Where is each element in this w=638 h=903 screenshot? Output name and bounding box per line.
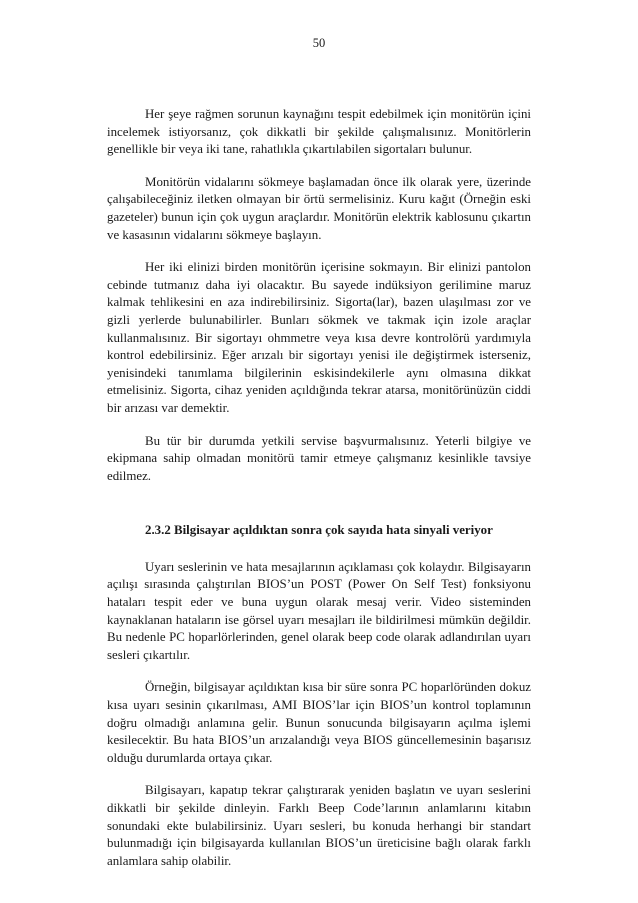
section-spacer <box>107 485 531 522</box>
paragraph-spacer <box>107 418 531 433</box>
paragraph-spacer <box>107 244 531 259</box>
paragraph-spacer <box>107 664 531 679</box>
paragraph-spacer <box>107 767 531 782</box>
section-heading: 2.3.2 Bilgisayar açıldıktan sonra çok sayıda hata sinyali veriyor <box>145 523 493 538</box>
paragraph: Her şeye rağmen sorunun kaynağını tespit edebilmek için monitörün içini incelemek istiyorsanız, çok dikkatli bir şekilde çalışmalısınız. Monitörlerin genellikle bir veya iki tane, rahatlıkla çıkartılabilen sigortaları bulunur. <box>107 107 531 157</box>
paragraph: Monitörün vidalarını sökmeye başlamadan önce ilk olarak yere, üzerinde çalışabileceğiniz iletken olmayan bir örtü sermelisiniz. Kuru kağıt (Örneğin eski gazeteler) bunun için çok uygun araçlardır. Monitörün elektrik kablosunu çıkartın ve kasasının vidalarını sökmeye başlayın. <box>107 174 531 242</box>
paragraph: Her iki elinizi birden monitörün içerisine sokmayın. Bir elinizi pantolon cebinde tutmanız daha iyi olacaktır. Bu sayede indüksiyon gerilimine maruz kalmak tehlikesini en aza indirebilirsiniz. Sigorta(lar), bazen ulaşılması zor ve gizli yerlerde bulunabilirler. Bunları sökmek ve takmak için izole araçlar kullanmalısınız. Bir sigortayı ohmmetre veya kısa devre kontrolörü yardımıyla kontrol edebilirsiniz. Eğer arızalı bir sigortayı yenisi ile değiştirmek isterseniz, yenisindeki tanımlama bilgilerinin eskisindekilerle aynı olmasına dikkat etmelisiniz. Sigorta, cihaz yeniden açıldığında tekrar atarsa, monitörünüzün ciddi bir arızası var demektir. <box>107 260 531 415</box>
paragraph: Bilgisayarı, kapatıp tekrar çalıştırarak yeniden başlatın ve uyarı seslerini dikkatli bir şekilde dinleyin. Farklı Beep Code’larının anlamlarını kitabın sonundaki ekte bulabilirsiniz. Uyarı sesleri, bu konuda herhangi bir standart bulunmadığı için bilgisayarda kullanılan BIOS’un üreticisine bağlı olarak farklı anlamlara sahip olabilir. <box>107 783 531 868</box>
paragraph: Bu tür bir durumda yetkili servise başvurmalısınız. Yeterli bilgiye ve ekipmana sahip olmadan monitörü tamir etmeye çalışmanız kesinlikle tavsiye edilmez. <box>107 433 531 483</box>
page-body <box>107 106 531 870</box>
paragraph: Örneğin, bilgisayar açıldıktan kısa bir süre sonra PC hoparlöründen dokuz kısa uyarı sesinin çıkarılması, AMI BIOS’lar için BIOS’un kontrol toplamının doğru olmadığı anlamına gelir. Bunun sonucunda bilgisayarın açılma işlemi kesilecektir. Bu hata BIOS’un arızalandığı veya BIOS güncellemesinin başarısız olduğu durumlarda ortaya çıkar. <box>107 680 531 765</box>
page-number: 50 <box>312 36 326 50</box>
paragraph-spacer <box>107 159 531 174</box>
paragraph: Uyarı seslerinin ve hata mesajlarının açıklaması çok kolaydır. Bilgisayarın açılışı sırasında çalıştırılan BIOS’un POST (Power On Self Test) fonksiyonu hataları tespit eder ve buna uygun olarak mesaj verir. Video sisteminden kaynaklanan hataların ise görsel uyarı mesajları ile bildirilmesi mümkün değildir. Bu nedenle PC hoparlörlerinden, genel olarak beep code olarak adlandırılan uyarı sesleri çıkartılır. <box>107 559 531 662</box>
section-spacer <box>107 540 531 559</box>
